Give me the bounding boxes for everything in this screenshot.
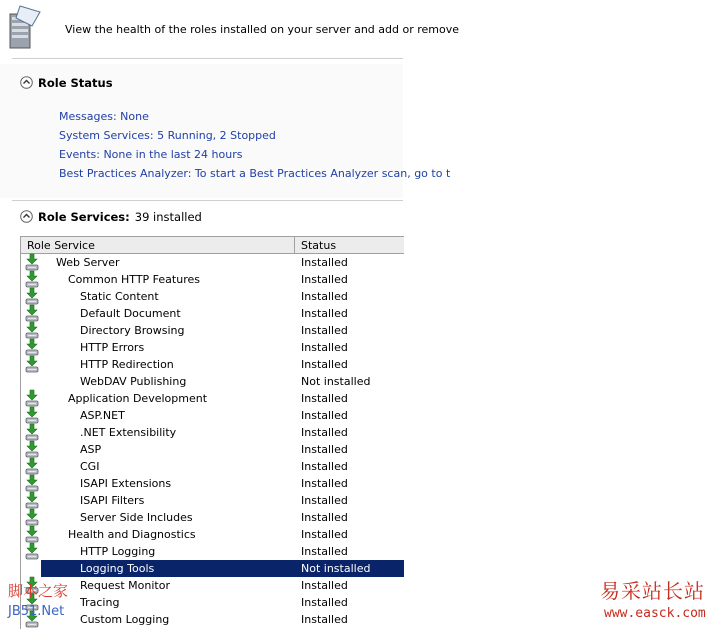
role-service-name: WebDAV Publishing [80, 375, 187, 388]
table-row[interactable] [21, 288, 404, 305]
role-service-status: Installed [301, 307, 348, 320]
header-description: View the health of the roles installed on your server and add or remove [65, 23, 460, 36]
table-row[interactable] [21, 560, 404, 577]
table-row[interactable] [21, 339, 404, 356]
role-service-status: Installed [301, 290, 348, 303]
installed-icon [25, 423, 39, 441]
role-service-status: Installed [301, 494, 348, 507]
divider [12, 58, 403, 59]
collapse-chevron-icon[interactable] [20, 76, 33, 89]
table-row[interactable] [21, 390, 404, 407]
role-service-status: Installed [301, 273, 348, 286]
installed-icon [25, 355, 39, 373]
messages-link[interactable]: Messages: None [59, 110, 149, 123]
role-service-status: Installed [301, 460, 348, 473]
role-service-name: Web Server [56, 256, 120, 269]
role-service-status: Installed [301, 477, 348, 490]
role-service-name: Tracing [80, 596, 120, 609]
role-service-name: Static Content [80, 290, 159, 303]
table-header [21, 237, 404, 254]
installed-icon [25, 474, 39, 492]
table-row[interactable] [21, 441, 404, 458]
table-row[interactable] [21, 424, 404, 441]
table-row[interactable] [21, 611, 404, 628]
watermark-url: www.easck.com [604, 606, 706, 621]
role-status-section [0, 64, 451, 198]
installed-icon [25, 389, 39, 407]
events-link[interactable]: Events: None in the last 24 hours [59, 148, 243, 161]
role-service-status: Installed [301, 545, 348, 558]
bpa-link[interactable]: Best Practices Analyzer: To start a Best Practices Analyzer scan, go to t [59, 167, 451, 180]
table-row[interactable] [21, 322, 404, 339]
role-service-name: Custom Logging [80, 613, 170, 626]
role-service-status: Not installed [301, 375, 371, 388]
table-row[interactable] [21, 407, 404, 424]
role-service-status: Installed [301, 341, 348, 354]
role-service-status: Installed [301, 256, 348, 269]
installed-icon [25, 491, 39, 509]
watermark-text: 脚本之家 [8, 582, 69, 600]
table-row[interactable] [21, 509, 404, 526]
installed-icon [25, 457, 39, 475]
role-service-status: Installed [301, 528, 348, 541]
role-service-name: ISAPI Extensions [80, 477, 172, 490]
table-row[interactable] [21, 577, 404, 594]
installed-icon [25, 338, 39, 356]
column-header-status[interactable]: Status [301, 239, 337, 252]
role-service-name: CGI [80, 460, 100, 473]
role-service-name: Common HTTP Features [68, 273, 200, 286]
role-service-status: Installed [301, 579, 348, 592]
installed-icon [25, 542, 39, 560]
role-service-name: Server Side Includes [80, 511, 193, 524]
role-service-name: ASP.NET [80, 409, 125, 422]
role-service-status: Installed [301, 426, 348, 439]
table-row[interactable] [21, 492, 404, 509]
role-service-name: HTTP Logging [80, 545, 156, 558]
role-service-status: Installed [301, 324, 348, 337]
role-service-name: HTTP Redirection [80, 358, 174, 371]
column-header-role-service[interactable]: Role Service [27, 239, 95, 252]
role-service-status: Installed [301, 358, 348, 371]
table-row[interactable] [21, 475, 404, 492]
role-services-header [0, 201, 403, 235]
role-service-status: Installed [301, 392, 348, 405]
server-icon [6, 4, 42, 50]
watermark-jb51 [8, 584, 68, 618]
table-row[interactable] [21, 373, 404, 390]
header [0, 0, 460, 58]
installed-icon [25, 508, 39, 526]
table-row[interactable] [21, 305, 404, 322]
installed-icon [25, 253, 39, 271]
role-status-title: Role Status [38, 76, 113, 90]
role-service-status: Installed [301, 511, 348, 524]
system-services-link[interactable]: System Services: 5 Running, 2 Stopped [59, 129, 276, 142]
table-row[interactable] [21, 254, 404, 271]
table-row[interactable] [21, 543, 404, 560]
role-service-name: ISAPI Filters [80, 494, 145, 507]
installed-icon [25, 304, 39, 322]
installed-icon [25, 406, 39, 424]
table-row[interactable] [21, 458, 404, 475]
role-service-name: ASP [80, 443, 102, 456]
role-service-name: Logging Tools [80, 562, 155, 575]
installed-icon [25, 270, 39, 288]
role-service-name: Application Development [68, 392, 208, 405]
role-service-status: Installed [301, 613, 348, 626]
table-row[interactable] [21, 356, 404, 373]
table-row[interactable] [21, 526, 404, 543]
role-service-name: Request Monitor [80, 579, 170, 592]
role-service-name: HTTP Errors [80, 341, 145, 354]
installed-icon [25, 440, 39, 458]
watermark-easck: 易采站长站 [600, 579, 705, 603]
collapse-chevron-icon[interactable] [20, 210, 33, 223]
role-service-status: Installed [301, 596, 348, 609]
role-service-name: .NET Extensibility [80, 426, 177, 439]
column-divider[interactable] [294, 237, 295, 253]
role-services-title [38, 210, 202, 224]
table-row[interactable] [21, 271, 404, 288]
role-service-status: Installed [301, 409, 348, 422]
role-service-name: Default Document [80, 307, 181, 320]
role-service-status: Installed [301, 443, 348, 456]
watermark-text: JB51.Net [8, 604, 65, 619]
role-services-count: 39 installed [134, 210, 202, 224]
role-services-title-text: Role Services: [38, 210, 130, 224]
role-services-table[interactable] [20, 236, 404, 629]
installed-icon [25, 287, 39, 305]
role-service-name: Health and Diagnostics [68, 528, 196, 541]
role-service-name: Directory Browsing [80, 324, 185, 337]
table-row[interactable] [21, 594, 404, 611]
installed-icon [25, 525, 39, 543]
role-service-status: Not installed [301, 562, 371, 575]
installed-icon [25, 321, 39, 339]
